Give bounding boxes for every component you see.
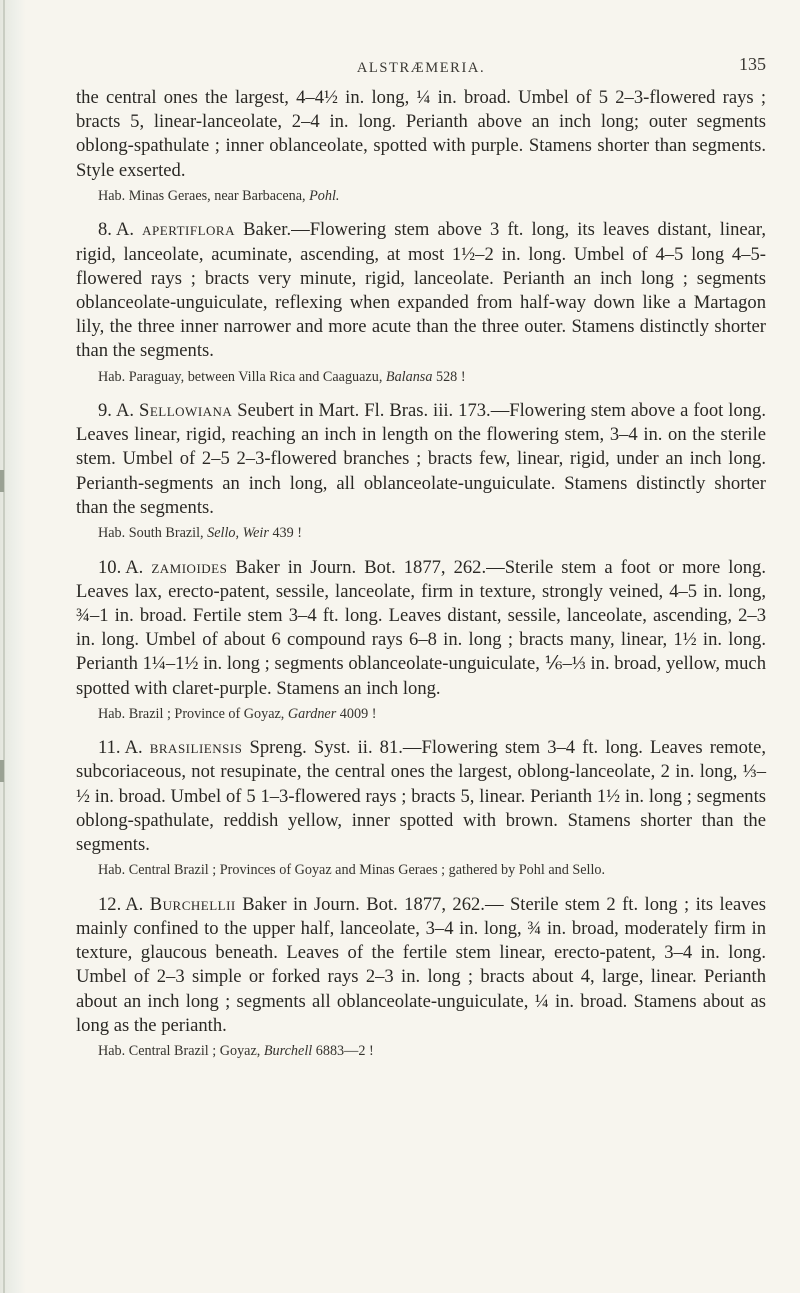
habitat-label: Hab. [98,1043,126,1059]
habitat-collector: Sello, Weir [207,525,269,542]
intro-paragraph: the central ones the largest, 4–4½ in. long, ¼ in. broad. Umbel of 5 2–3-flowered rays ; bracts 5, linear-lanceolate, 2–4 in. long. Perianth above an inch long; outer segments oblong-spathulate ; inner oblanceolate, spotted with purple. Stamens shorter than segments. Style exserted. [76,87,766,181]
habitat-label: Hab. [98,187,126,204]
habitat-specimen: 6883—2 ! [315,1043,374,1059]
species-epithet: Sellowiana [139,400,233,422]
species-entry [76,736,766,857]
habitat-line [76,861,766,880]
page-number: 135 [739,54,766,74]
habitat-specimen: 439 ! [272,525,303,542]
habitat-specimen: 528 ! [435,368,466,385]
habitat-text: Central Brazil ; Goyaz, [128,1043,261,1059]
habitat-label: Hab. [98,862,126,879]
habitat-line [76,705,766,724]
habitat-label: Hab. [98,368,126,385]
habitat-line [76,368,766,387]
habitat-line [76,1042,766,1061]
species-number: 10. [98,556,122,578]
species-epithet: brasiliensis [149,737,243,759]
species-genus: A. [125,556,144,578]
species-description: Seubert in Mart. Fl. Bras. iii. 173.—Flowering stem above a foot long. Leaves linear, rigid, reaching an inch in length on the flowering stem, 3–4 in. on the sterile stem. Umbel of 2–5 2–3-flowered branches ; bracts few, linear, rigid, under an inch long. Perianth-segments an inch long, all oblanceolate-unguiculate. Stamens distinctly shorter than the segments. [76,400,766,518]
binding-mark [0,760,4,782]
species-number: 8. [98,219,112,241]
running-head: ALSTRÆMERIA. [356,60,486,76]
habitat-collector: Balansa [385,368,433,385]
species-description: Spreng. Syst. ii. 81.—Flowering stem 3–4 ft. long. Leaves remote, subcoriaceous, not resupinate, the central ones the largest, oblong-lanceolate, 2 in. long, ⅓–½ in. broad. Umbel of 5 1–3-flowered rays ; bracts 5, linear. Perianth 1½ in. long ; segments oblong-spathulate, reddish yellow, inner spotted with brown. Stamens shorter than the segments. [76,737,766,856]
habitat-text: Paraguay, between Villa Rica and Caaguazu, [128,368,383,385]
species-epithet: apertiflora [142,219,235,241]
binding-mark [0,470,4,492]
habitat-text: Minas Geraes, near Barbacena, [128,187,306,204]
species-genus: A. [125,893,144,915]
habitat-text: Central Brazil ; Provinces of Goyaz and Minas Geraes ; gathered by Pohl and Sello. [128,862,606,879]
species-entry [76,556,766,701]
species-epithet: zamioides [151,556,228,578]
page-binding-edge [0,0,26,1293]
habitat-label: Hab. [98,525,126,542]
habitat-collector: Pohl. [309,187,340,204]
habitat-line [76,187,766,206]
species-description: Baker in Journ. Bot. 1877, 262.—Sterile stem a foot or more long. Leaves lax, erecto-patent, sessile, lanceolate, firm in texture, strongly veined, 4–5 in. long, ¾–1 in. broad. Fertile stem 3–4 ft. long. Leaves distant, sessile, lanceolate, ascending, 2–3 in. long. Umbel of about 6 compound rays 6–8 in. long ; bracts many, linear, 1½ in. long. Perianth 1¼–1½ in. long ; segments oblanceolate-unguiculate, ⅙–⅓ in. broad, yellow, much spotted with claret-purple. Stamens an inch long. [76,556,766,699]
species-number: 12. [98,893,122,915]
species-genus: A. [115,219,135,241]
habitat-text: Brazil ; Province of Goyaz, [128,705,285,722]
habitat-specimen: 4009 ! [339,705,377,722]
species-number: 9. [98,400,112,422]
habitat-label: Hab. [98,705,126,722]
species-genus: A. [115,400,135,422]
species-description: Baker in Journ. Bot. 1877, 262.— Sterile stem 2 ft. long ; its leaves mainly confined to the upper half, lanceolate, 3–4 in. long, ¾ in. broad, moderately firm in texture, glaucous beneath. Leaves of the fertile stem linear, erecto-patent, 3–4 in. long. Umbel of 2–3 simple or forked rays 2–3 in. long ; bracts about 4, large, linear. Perianth about an inch long ; segments all oblanceolate-unguiculate, ¼ in. broad. Stamens about as long as the perianth. [76,893,767,1036]
habitat-line [76,524,766,543]
binding-line [3,0,5,1293]
page-header [76,46,766,86]
species-number: 11. [98,737,121,759]
species-genus: A. [124,737,143,759]
species-description: Baker.—Flowering stem above 3 ft. long, its leaves distant, linear, rigid, lanceolate, acuminate, ascending, at most 1½–2 in. long. Umbel of 4–5 long 4–5-flowered rays ; bracts very minute, rigid, lanceolate. Perianth an inch long ; segments oblanceolate-unguiculate, reflexing when expanded from half-way down like a Martagon lily, the three inner narrower and more acute than the three outer. Stamens distinctly shorter than the segments. [76,219,767,362]
species-entry [76,399,766,520]
habitat-collector: Gardner [287,705,337,722]
species-entry [76,218,766,363]
species-entry [76,893,766,1038]
habitat-collector: Burchell [263,1043,313,1059]
habitat-text: South Brazil, [128,525,204,542]
species-epithet: Burchellii [149,893,236,915]
page-body [76,46,766,1074]
